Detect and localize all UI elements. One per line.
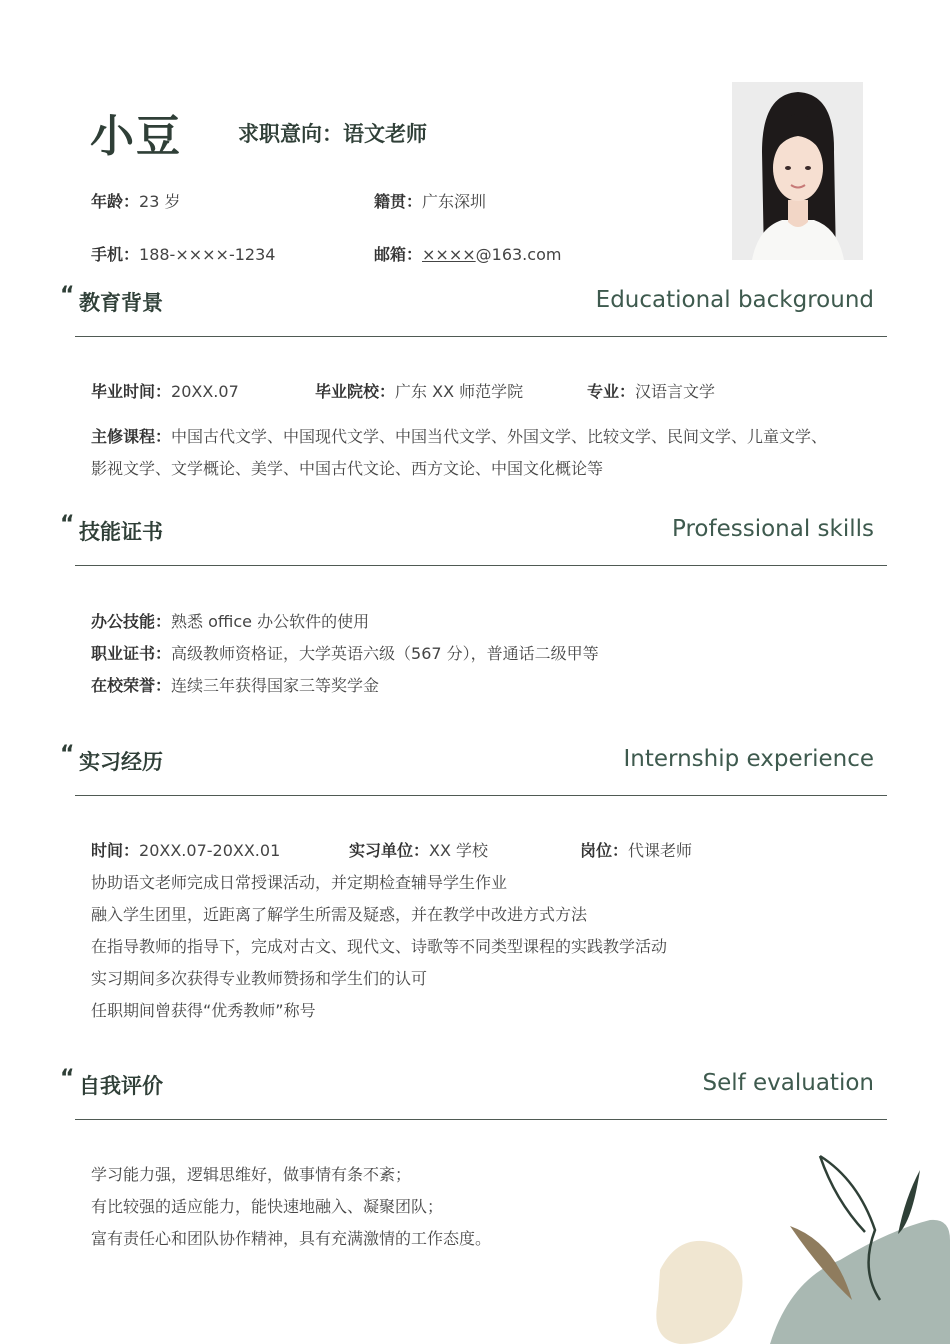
office-skill-label: 办公技能： bbox=[91, 612, 172, 631]
office-skill-value: 熟悉 office 办公软件的使用 bbox=[171, 612, 370, 631]
self-eval-title: 自我评价 bbox=[79, 1074, 163, 1098]
self-eval-section-header bbox=[60, 1066, 874, 1106]
intern-time bbox=[91, 838, 280, 861]
education-title-en: Educational background bbox=[595, 287, 874, 313]
intern-unit-label: 实习单位： bbox=[349, 841, 430, 860]
email-info bbox=[374, 242, 561, 265]
job-intent-value: 语文老师 bbox=[343, 122, 427, 146]
skills-title: 技能证书 bbox=[79, 520, 163, 544]
section-divider bbox=[75, 795, 887, 796]
intern-duty-item: 任职期间曾获得“优秀教师”称号 bbox=[91, 1001, 316, 1020]
skills-section-header bbox=[60, 512, 874, 552]
grad-time bbox=[91, 379, 239, 402]
grad-time-value: 20XX.07 bbox=[171, 382, 239, 401]
email-label: 邮箱： bbox=[374, 245, 423, 264]
section-divider bbox=[75, 1119, 887, 1120]
job-intent bbox=[238, 118, 427, 148]
self-eval-item: 富有责任心和团队协作精神，具有充满激情的工作态度。 bbox=[91, 1229, 492, 1248]
education-section-header bbox=[60, 283, 874, 323]
phone-info bbox=[91, 242, 275, 265]
intern-duty-item: 协助语文老师完成日常授课活动，并定期检查辅导学生作业 bbox=[91, 873, 508, 892]
intern-unit bbox=[349, 838, 488, 861]
grad-time-label: 毕业时间： bbox=[91, 382, 172, 401]
self-eval-item: 有比较强的适应能力，能快速地融入、凝聚团队； bbox=[91, 1197, 444, 1216]
intern-post-value: 代课老师 bbox=[628, 841, 693, 860]
office-skill bbox=[91, 609, 369, 632]
intern-time-label: 时间： bbox=[91, 841, 140, 860]
internship-title: 实习经历 bbox=[79, 750, 163, 774]
courses-label: 主修课程： bbox=[91, 427, 172, 446]
section-divider bbox=[75, 336, 887, 337]
intern-post-label: 岗位： bbox=[580, 841, 629, 860]
education-title: 教育背景 bbox=[79, 291, 163, 315]
grad-school bbox=[315, 379, 523, 402]
intern-time-value: 20XX.07-20XX.01 bbox=[139, 841, 281, 860]
courses-line-1: 中国古代文学、中国现代文学、中国当代文学、外国文学、比较文学、民间文学、儿童文学、 bbox=[171, 427, 828, 446]
major bbox=[587, 379, 715, 402]
skills-title-en: Professional skills bbox=[672, 516, 874, 542]
portrait-illustration bbox=[732, 82, 863, 260]
self-eval-title-en: Self evaluation bbox=[702, 1070, 874, 1096]
quote-mark-icon: “ bbox=[60, 742, 75, 767]
profile-photo bbox=[732, 82, 863, 260]
certificates bbox=[91, 641, 599, 664]
internship-section-header bbox=[60, 742, 874, 782]
intern-duty-item: 融入学生团里，近距离了解学生所需及疑惑，并在教学中改进方式方法 bbox=[91, 905, 588, 924]
intern-duty-item: 在指导教师的指导下，完成对古文、现代文、诗歌等不同类型课程的实践教学活动 bbox=[91, 937, 668, 956]
quote-mark-icon: “ bbox=[60, 512, 75, 537]
quote-mark-icon: “ bbox=[60, 283, 75, 308]
intern-duty-item: 实习期间多次获得专业教师赞扬和学生们的认可 bbox=[91, 969, 428, 988]
section-divider bbox=[75, 565, 887, 566]
job-intent-label: 求职意向： bbox=[238, 122, 343, 146]
age-label: 年龄： bbox=[91, 192, 140, 211]
major-label: 专业： bbox=[587, 382, 636, 401]
certificates-value: 高级教师资格证，大学英语六级（567 分），普通话二级甲等 bbox=[171, 644, 599, 663]
age-value: 23 岁 bbox=[139, 192, 181, 211]
certificates-label: 职业证书： bbox=[91, 644, 172, 663]
honors-value: 连续三年获得国家三等奖学金 bbox=[171, 676, 380, 695]
origin-label: 籍贯： bbox=[374, 192, 423, 211]
grad-school-value: 广东 XX 师范学院 bbox=[395, 382, 524, 401]
grad-school-label: 毕业院校： bbox=[315, 382, 396, 401]
phone-label: 手机： bbox=[91, 245, 140, 264]
courses-line-2: 影视文学、文学概论、美学、中国古代文论、西方文论、中国文化概论等 bbox=[91, 459, 604, 478]
self-eval-item: 学习能力强，逻辑思维好，做事情有条不紊； bbox=[91, 1165, 412, 1184]
origin-value: 广东深圳 bbox=[422, 192, 487, 211]
major-value: 汉语言文学 bbox=[635, 382, 716, 401]
leaf-decoration bbox=[640, 1150, 950, 1344]
phone-value: 188-××××-1234 bbox=[139, 245, 276, 264]
honors-label: 在校荣誉： bbox=[91, 676, 172, 695]
age-info bbox=[91, 189, 180, 212]
resume-name: 小豆 bbox=[90, 111, 182, 162]
email-user[interactable]: ×××× bbox=[422, 245, 476, 264]
email-domain[interactable]: @163.com bbox=[475, 245, 562, 264]
internship-title-en: Internship experience bbox=[623, 746, 874, 772]
quote-mark-icon: “ bbox=[60, 1066, 75, 1091]
honors bbox=[91, 673, 379, 696]
origin-info bbox=[374, 189, 486, 212]
intern-post bbox=[580, 838, 692, 861]
intern-unit-value: XX 学校 bbox=[429, 841, 489, 860]
courses bbox=[91, 424, 827, 447]
